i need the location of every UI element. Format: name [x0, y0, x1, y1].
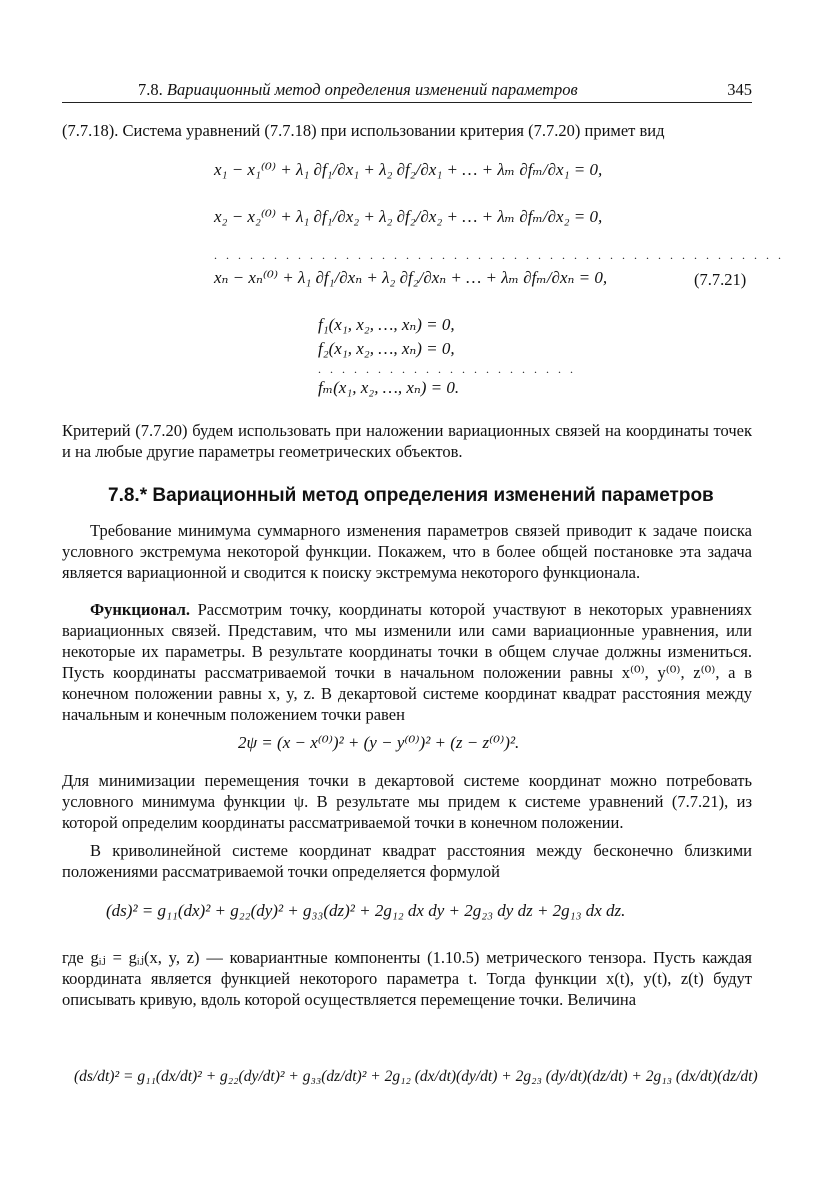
paragraph-4: В криволинейной системе координат квадрат расстояния между бесконечно близкими положениями рассматриваемой точки определяется формулой	[62, 841, 752, 881]
after-system-paragraph: Критерий (7.7.20) будем использовать при наложении вариационных связей на координаты точек и на любые другие параметры геометрических объектов.	[62, 421, 752, 461]
section-heading: 7.8.* Вариационный метод определения изменений параметров	[108, 485, 714, 506]
equation-ds: (ds)² = g₁₁(dx)² + g₂₂(dy)² + g₃₃(dz)² + 2g₁₂ dx dy + 2g₂₃ dy dz + 2g₁₃ dx dz.	[106, 901, 626, 920]
running-header	[62, 78, 752, 103]
paragraph-5: где gᵢⱼ = gᵢⱼ(x, y, z) — ковариантные компоненты (1.10.5) метрического тензора. Пусть каждая координата является функцией некоторого параметра t. Тогда функции x(t), y(t), z(t) будут описывать кривую, вдоль которой осуществляется перемещение точки. Величина	[62, 948, 752, 1009]
ellipsis-row-2: . . . . . . . . . . . . . . . . . . . . . .	[318, 362, 576, 376]
system-line-n: xₙ − xₙ⁽⁰⁾ + λ₁ ∂f₁/∂xₙ + λ₂ ∂f₂/∂xₙ + … + λₘ ∂fₘ/∂xₙ = 0,	[214, 268, 608, 287]
intro-paragraph: (7.7.18). Система уравнений (7.7.18) при использовании критерия (7.7.20) примет вид	[62, 121, 665, 140]
system-line-2: x₂ − x₂⁽⁰⁾ + λ₁ ∂f₁/∂x₂ + λ₂ ∂f₂/∂x₂ + … + λₘ ∂fₘ/∂x₂ = 0,	[214, 207, 603, 226]
header-title: 7.8. Вариационный метод определения изменений параметров	[138, 80, 578, 99]
constraint-1: f₁(x₁, x₂, …, xₙ) = 0,	[318, 315, 455, 334]
constraint-m: fₘ(x₁, x₂, …, xₙ) = 0.	[318, 378, 460, 397]
equation-psi: 2ψ = (x − x⁽⁰⁾)² + (y − y⁽⁰⁾)² + (z − z⁽⁰⁾)².	[238, 733, 520, 752]
page-number: 345	[727, 80, 752, 99]
paragraph-2-lead: Функционал.	[90, 600, 190, 619]
equation-dsdt: (ds/dt)² = g₁₁(dx/dt)² + g₂₂(dy/dt)² + g₃₃(dz/dt)² + 2g₁₂ (dx/dt)(dy/dt) + 2g₂₃ (dy/dt)(dz/dt) + 2g₁₃ (dx/dt)(dz/dt)	[74, 1068, 758, 1085]
system-line-1: x₁ − x₁⁽⁰⁾ + λ₁ ∂f₁/∂x₁ + λ₂ ∂f₂/∂x₁ + … + λₘ ∂fₘ/∂x₁ = 0,	[214, 160, 603, 179]
ellipsis-row: . . . . . . . . . . . . . . . . . . . . . . . . . . . . . . . . . . . . . . . . . . . . . . . .	[214, 248, 784, 262]
paragraph-1: Требование минимума суммарного изменения параметров связей приводит к задаче поиска условного экстремума некоторой функции. Покажем, что в более общей постановке эта задача является вариационной и сводится к поиску экстремума некоторого функционала.	[62, 521, 752, 582]
equation-number: (7.7.21)	[694, 270, 747, 289]
paragraph-3: Для минимизации перемещения точки в декартовой системе координат можно потребовать условного минимума функции ψ. В результате мы придем к системе уравнений (7.7.21), из которой определим координаты рассматриваемой точки в конечном положении.	[62, 771, 752, 832]
paragraph-2: Функционал. Рассмотрим точку, координаты которой участвуют в некоторых уравнениях вариационных связей. Представим, что мы изменили или сами вариационные уравнения, или некоторые их параметры. В результате координаты точки в общем случае должны измениться. Пусть координаты рассматриваемой точки в начальном положении равны x⁽⁰⁾, y⁽⁰⁾, z⁽⁰⁾, а в конечном положении равны x, y, z. В декартовой системе координат квадрат расстояния между начальным и конечным положением точки равен	[62, 600, 753, 724]
constraint-2: f₂(x₁, x₂, …, xₙ) = 0,	[318, 339, 455, 358]
